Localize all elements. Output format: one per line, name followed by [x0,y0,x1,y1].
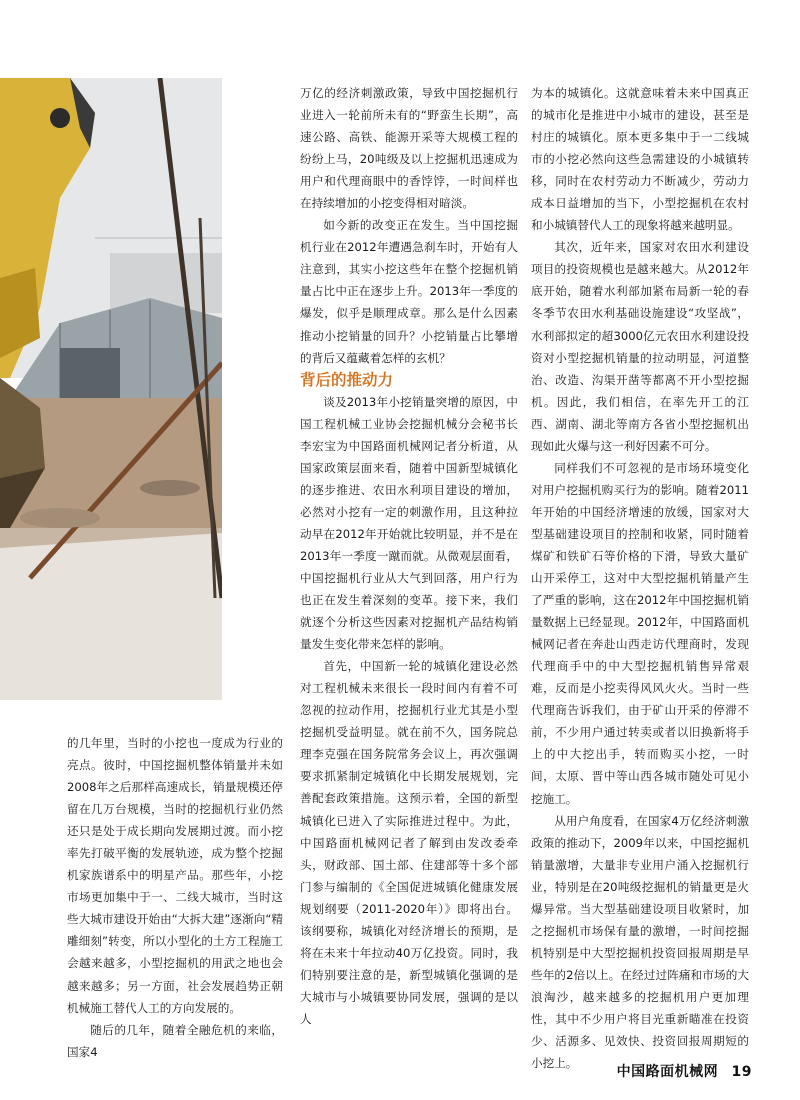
paragraph: 随后的几年，随着全融危机的来临，国家4 [67,1022,283,1059]
text-column-2 [300,82,518,1030]
publication-name: 中国路面机械网 [616,1064,719,1080]
paragraph: 谈及2013年小挖销量突增的原因，中国工程机械工业协会挖掘机械分会秘书长李宏宝为中国路面机械网记者分析道，从国家政策层面来看，随着中国新型城镇化的逐步推进、农田水利项目建设的增加，必然对小挖有一定的刺激作用，且这种拉动早在2012年开始就比较明显，并不是在2013年一季度一蹴而就。从微观层面看，中国挖掘机行业从大气到回落，用户行为也正在发生着深刻的变革。接下来，我们就逐个分析这些因素对挖掘机产品结构销量发生变化带来怎样的影响。 [300,394,518,652]
text-column-3 [531,82,749,1074]
paragraph: 为本的城镇化。这就意味着未来中国真正的城市化是推进中小城市的建设，甚至是村庄的城镇化。原本更多集中于一二线城市的小挖必然向这些急需建设的小城镇转移，同时在农村劳动力不断减少，劳动力成本日益增加的当下，小型挖掘机在农村和小城镇替代人工的现象将越来越明显。 [531,86,749,233]
page-footer [617,1061,752,1081]
paragraph: 同样我们不可忽视的是市场环境变化对用户挖掘机购买行为的影响。随着2011年开始的中国经济增速的放缓，国家对大型基础建设项目的控制和收紧，同时随着煤矿和铁矿石等价格的下滑，导致大量矿山开采停工，这对中大型挖掘机销量产生了严重的影响，这在2012年中国挖掘机销量数据上已经显现。2012年，中国路面机械网记者在奔赴山西走访代理商时，发现代理商手中的中大型挖掘机销售异常艰难，反而是小挖卖得风风火火。当时一些代理商告诉我们，由于矿山开采的停滞不前，不少用户通过转卖或者以旧换新将手上的中大挖出手，转而购买小挖，一时间，太原、晋中等山西各城市随处可见小挖施工。 [531,460,749,806]
paragraph: 万亿的经济刺激政策，导致中国挖掘机行业进入一轮前所未有的“野蛮生长期”，高速公路、高铁、能源开采等大规模工程的纷纷上马，20吨级及以上挖掘机迅速成为用户和代理商眼中的香饽饽，一时间样也在持续增加的小挖变得相对暗淡。 [300,86,518,211]
paragraph: 的几年里，当时的小挖也一度成为行业的亮点。彼时，中国挖掘机整体销量并未如2008年之后那样高速成长，销量规模还停留在几万台规模，当时的挖掘机行业仍然还只是处于成长期向发展期过渡。而小挖率先打破平衡的发展轨迹，成为整个挖掘机家族谱系中的明星产品。那些年，小挖市场更加集中于一、二线大城市，当时这些大城市建设开始由“大拆大建”逐渐向“精雕细刻”转变，所以小型化的土方工程施工会越来越多，小型挖掘机的用武之地也会越来越多；另一方面，社会发展趋势正朝机械施工替代人工的方向发展的。 [67,736,283,1015]
paragraph: 如今新的改变正在发生。当中国挖掘机行业在2012年遭遇急刹车时，开始有人注意到，其实小挖这些年在整个挖掘机销量占比中正在逐步上升。2013年一季度的爆发，似乎是顺理成章。那么是什么因素推动小挖销量的回升？小挖销量占比攀增的背后又蕴藏着怎样的玄机？ [300,218,518,365]
excavator-photo [0,78,222,700]
paragraph: 其次，近年来，国家对农田水利建设项目的投资规模也是越来越大。从2012年底开始，随着水利部加紧布局新一轮的春冬季节农田水利基础设施建设“攻坚战”，水利部拟定的超3000亿元农田水利建设投资对小型挖掘机销量的拉动明显，河道整治、改造、沟渠开凿等都离不开小型挖掘机。因此，我们相信，在率先开工的江西、湖南、湖北等南方各省小型挖掘机出现如此火爆与这一利好因素不可分。 [531,240,749,453]
paragraph: 从用户角度看，在国家4万亿经济刺激政策的推动下，2009年以来，中国挖掘机销量激增，大量非专业用户涌入挖掘机行业，特别是在20吨级挖掘机的销量更是火爆异常。当大型基础建设项目收紧时，加之挖掘机市场保有量的激增，一时间挖掘机特别是中大型挖掘机投资回报周期是早些年的2倍以上。在经过过阵痛和市场的大浪淘沙，越来越多的挖掘机用户更加理性，其中不少用户将目光重新瞄准在投资少、活源多、见效快、投资回报周期短的小挖上。 [531,813,749,1071]
section-heading: 背后的推动力 [300,370,394,389]
paragraph: 首先，中国新一轮的城镇化建设必然对工程机械未来很长一段时间内有着不可忽视的拉动作用，挖掘机行业尤其是小型挖掘机受益明显。就在前不久，国务院总理李克强在国务院常务会议上，再次强调要求抓紧制定城镇化中长期发展规划，完善配套政策措施。这预示着，全国的新型城镇化已进入了实际推进过程中。为此，中国路面机械网记者了解到由发改委牵头，财政部、国土部、住建部等十多个部门参与编制的《全国促进城镇化健康发展规划纲要（2011-2020年）》即将出台。该纲要称，城镇化对经济增长的预期，是将在未来十年拉动40万亿投资。同时，我们特别要注意的是，新型城镇化强调的是大城市与小城镇要协同发展，强调的是以人 [300,659,518,1026]
page-number: 19 [731,1064,752,1080]
text-column-1 [67,732,283,1063]
